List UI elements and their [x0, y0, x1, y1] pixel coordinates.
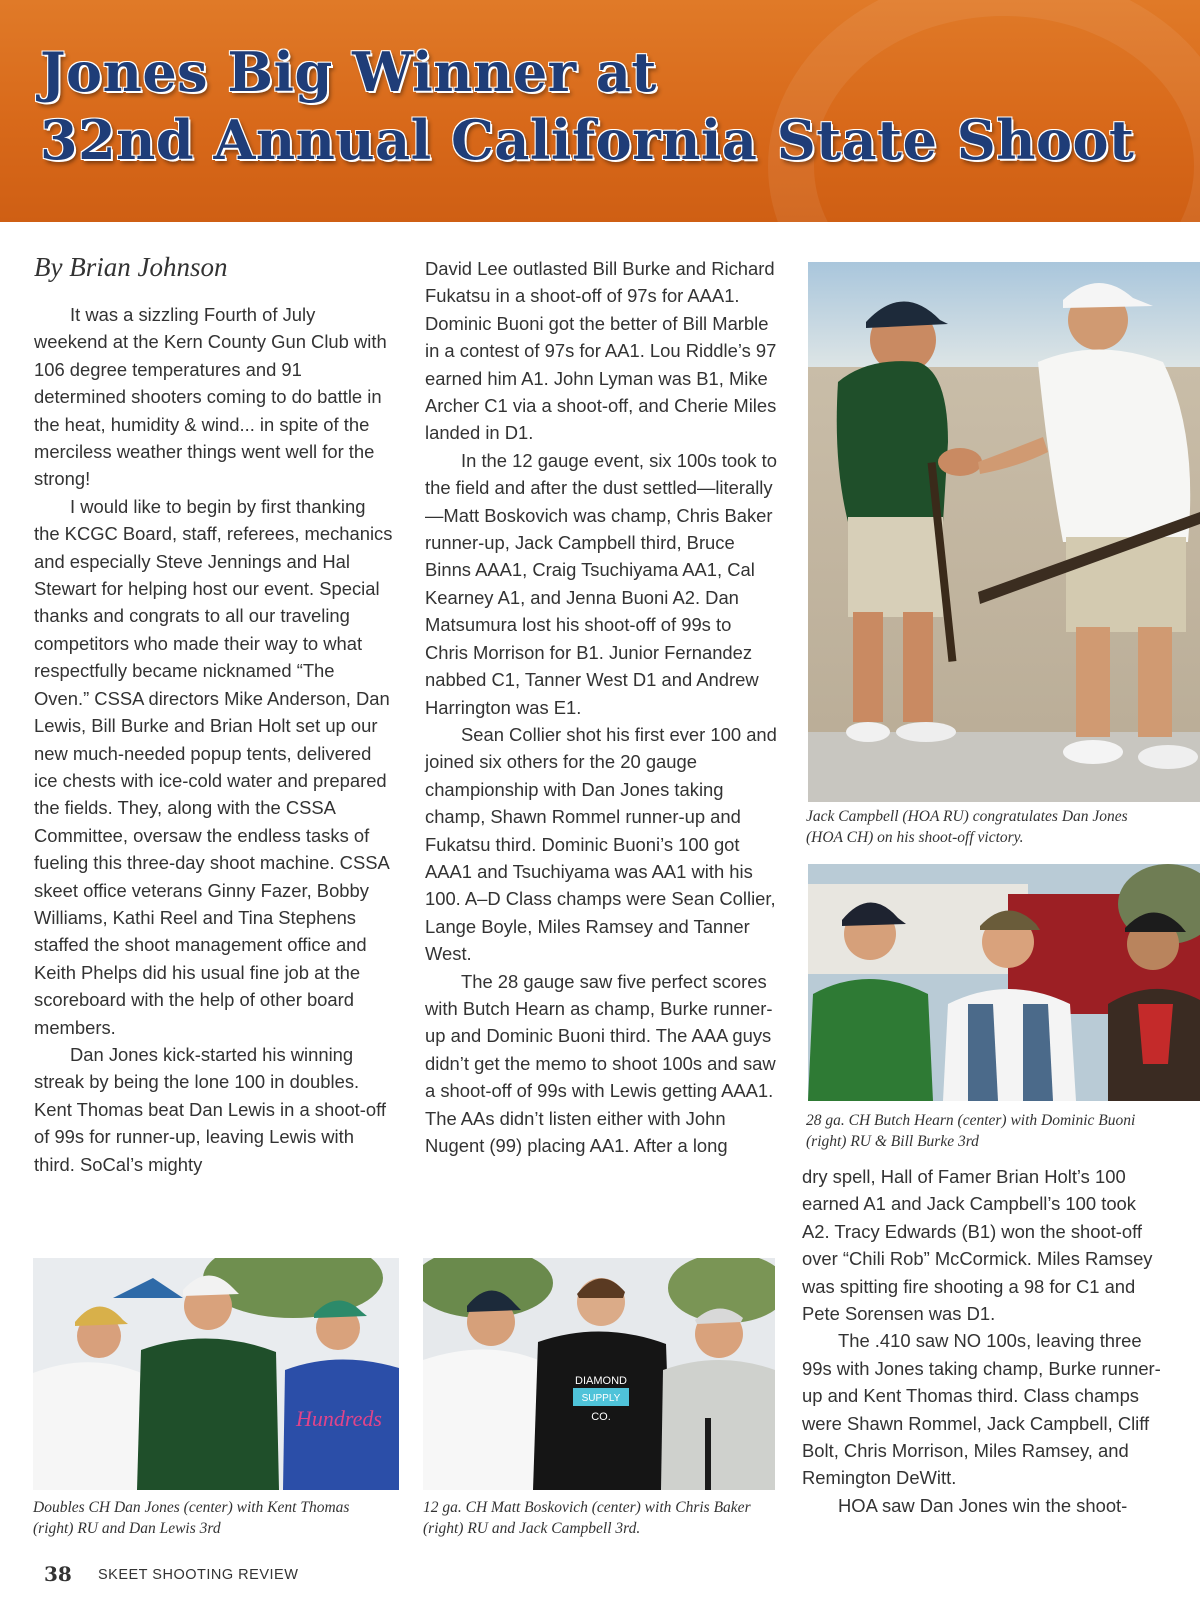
paragraph: dry spell, Hall of Famer Brian Holt’s 100 earned A1 and Jack Campbell’s 100 took A2. Tracy Edwards (B1) won the shoot-off over “Chili Rob” McCormick. Miles Ramsey was spitting fire shooting a 98 for C1 and Pete Sorensen was D1.	[802, 1166, 1153, 1325]
paragraph: Dan Jones kick-started his winning streak by being the lone 100 in doubles. Kent Thomas beat Dan Lewis in a shoot-off of 99s for runner-up, leaving Lewis with third. SoCal’s mighty	[34, 1043, 387, 1175]
photo-caption-handshake: Jack Campbell (HOA RU) congratulates Dan Jones (HOA CH) on his shoot-off victory.	[806, 808, 1128, 846]
group-12ga-illustration	[423, 1258, 775, 1490]
publication-name: SKEET SHOOTING REVIEW	[98, 1567, 299, 1583]
paragraph: The 28 gauge saw five perfect scores with Butch Hearn as champ, Burke runner-up and Dominic Buoni third. The AAA guys didn’t get the memo to shoot 100s and saw a shoot-off of 99s with Lewis getting AAA1. The AAs didn’t listen either with John Nugent (99) placing AA1. After a long	[425, 970, 776, 1156]
photo-28-gauge	[808, 864, 1200, 1101]
photo-caption-12-gauge: 12 ga. CH Matt Boskovich (center) with Chris Baker (right) RU and Jack Campbell 3rd.	[423, 1499, 751, 1537]
column-left	[34, 301, 394, 1178]
paragraph: I would like to begin by first thanking the KCGC Board, staff, referees, mechanics and especially Steve Jennings and Hal Stewart for helping host our event. Special thanks and congrats to all our traveling competitors who made their way to what respectfully became nicknamed “The Oven.” CSSA directors Mike Anderson, Dan Lewis, Bill Burke and Brian Holt set up our new much-needed popup tents, delivered ice chests with ice-cold water and prepared the fields. They, along with the CSSA Committee, oversaw the endless tasks of fueling this three-day shoot machine. CSSA skeet office veterans Ginny Fazer, Bobby Williams, Kathi Reel and Tina Stephens staffed the shoot management office and Keith Phelps did his usual fine job at the scoreboard with the help of other board members.	[34, 495, 393, 1038]
shirt-text-diamond: DIAMOND	[575, 1375, 627, 1387]
byline: By Brian Johnson	[34, 252, 228, 282]
paragraph: The .410 saw NO 100s, leaving three 99s with Jones taking champ, Burke runner-up and Kent Thomas third. Class champs were Shawn Rommel, Jack Campbell, Cliff Bolt, Chris Morrison, Miles Ramsey, and Remington DeWitt.	[802, 1330, 1161, 1489]
column-middle	[425, 255, 777, 1159]
photo-caption-doubles: Doubles CH Dan Jones (center) with Kent Thomas (right) RU and Dan Lewis 3rd	[33, 1499, 350, 1537]
title-line-2: 32nd Annual California State Shoot	[40, 108, 1135, 172]
paragraph: HOA saw Dan Jones win the shoot-	[838, 1494, 1128, 1516]
title-banner	[0, 0, 1200, 222]
paragraph: It was a sizzling Fourth of July weekend at the Kern County Gun Club with 106 degree temperatures and 91 determined shooters coming to do battle in the heat, humidity & wind... in spite of the merciless weather things went well for the strong!	[34, 304, 387, 490]
photo-12-gauge	[423, 1258, 775, 1490]
shirt-text-co: CO.	[591, 1411, 611, 1423]
photo-handshake	[808, 262, 1200, 802]
shirt-text-hundreds: Hundreds	[296, 1406, 382, 1431]
title-line-1: Jones Big Winner at	[40, 40, 657, 104]
article-title	[40, 38, 1134, 174]
paragraph: Sean Collier shot his first ever 100 and joined six others for the 20 gauge championship with Dan Jones taking champ, Shawn Rommel runner-up and Fukatsu third. Dominic Buoni’s 100 got AAA1 and Tsuchiyama was AA1 with his 100. A–D Class champs were Sean Collier, Lange Boyle, Miles Ramsey and Tanner West.	[425, 723, 777, 965]
group-doubles-illustration	[33, 1258, 399, 1490]
handshake-illustration	[808, 262, 1200, 802]
photo-doubles	[33, 1258, 399, 1490]
shirt-text-supply: SUPPLY	[581, 1393, 621, 1404]
paragraph: In the 12 gauge event, six 100s took to the field and after the dust settled—literally—Matt Boskovich was champ, Chris Baker runner-up, Jack Campbell third, Bruce Binns AAA1, Craig Tsuchiyama AA1, Cal Kearney A1, and Jenna Buoni A2. Dan Matsumura lost his shoot-off of 99s to Chris Morrison for B1. Junior Fernandez nabbed C1, Tanner West D1 and Andrew Harrington was E1.	[425, 449, 777, 718]
paragraph: David Lee outlasted Bill Burke and Richard Fukatsu in a shoot-off of 97s for AAA1. Dominic Buoni got the better of Bill Marble in a contest of 97s for AA1. Lou Riddle’s 97 earned him A1. John Lyman was B1, Mike Archer C1 via a shoot-off, and Cherie Miles landed in D1.	[425, 258, 777, 444]
group-28ga-illustration	[808, 864, 1200, 1101]
photo-caption-28-gauge: 28 ga. CH Butch Hearn (center) with Dominic Buoni (right) RU & Bill Burke 3rd	[806, 1112, 1136, 1150]
page-number: 38	[44, 1562, 72, 1586]
column-right	[802, 1163, 1164, 1519]
